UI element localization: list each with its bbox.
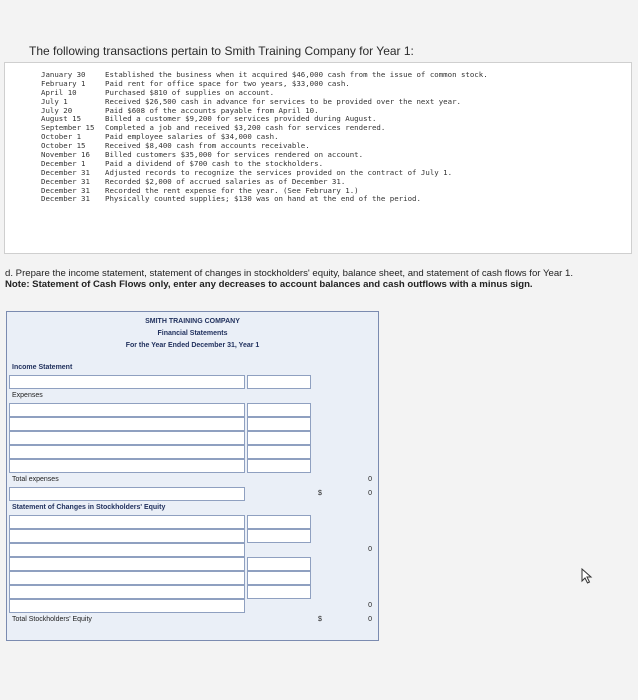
equity-amount-input[interactable] — [247, 515, 311, 529]
equity-row[interactable] — [7, 529, 378, 543]
total-equity-dollar: $ — [318, 616, 322, 623]
transaction-description: Physically counted supplies; $130 was on hand at the end of the period. — [105, 194, 421, 204]
expense-row[interactable] — [7, 417, 378, 431]
equity-account-input[interactable] — [9, 599, 245, 613]
net-income-value: 0 — [368, 490, 372, 497]
transaction-date: December 31 — [41, 176, 90, 186]
transaction-description: Paid rent for office space for two years, $33,000 cash. — [105, 78, 350, 88]
equity-row[interactable] — [7, 585, 378, 599]
net-income-dollar: $ — [318, 490, 322, 497]
expense-account-input[interactable] — [9, 459, 245, 473]
equity-row[interactable] — [7, 571, 378, 585]
income-statement-row — [7, 361, 378, 375]
transaction-date: August 15 — [41, 114, 82, 124]
transaction-description: Billed a customer $9,200 for services provided during August. — [105, 114, 377, 124]
expense-amount-input[interactable] — [247, 431, 311, 445]
expense-account-input[interactable] — [9, 403, 245, 417]
transaction-description: Paid employee salaries of $34,000 cash. — [105, 132, 279, 142]
transaction-date: February 1 — [41, 78, 86, 88]
expense-row[interactable] — [7, 403, 378, 417]
transaction-date: December 1 — [41, 158, 86, 168]
transaction-row — [41, 195, 488, 204]
part-d-note: Note: Statement of Cash Flows only, enter any decreases to account balances and cash outflows with a minus sign. — [5, 279, 533, 290]
equity-amount-input[interactable] — [247, 571, 311, 585]
financial-statements-form — [6, 311, 379, 641]
company-name: SMITH TRAINING COMPANY — [145, 318, 240, 325]
equity-account-input[interactable] — [9, 571, 245, 585]
equity-amount-input[interactable] — [247, 557, 311, 571]
equity-account-input[interactable] — [9, 557, 245, 571]
equity-value-row[interactable] — [7, 599, 378, 613]
changes-equity-label: Statement of Changes in Stockholders' Equity — [12, 504, 166, 511]
transaction-description: Paid a dividend of $700 cash to the stockholders. — [105, 158, 324, 168]
net-income-label-input[interactable] — [9, 487, 245, 501]
expense-amount-input[interactable] — [247, 445, 311, 459]
transaction-date: July 20 — [41, 105, 73, 115]
part-d-instruction: d. Prepare the income statement, statement of changes in stockholders' equity, balance sheet, and statement of cash flows for Year 1. — [5, 268, 574, 279]
statements-title: Financial Statements — [157, 330, 228, 337]
equity-value-a: 0 — [368, 602, 372, 609]
transaction-date: April 10 — [41, 87, 77, 97]
transaction-description: Completed a job and received $3,200 cash for services rendered. — [105, 123, 386, 133]
net-income-row[interactable] — [7, 487, 378, 501]
equity-account-input[interactable] — [9, 515, 245, 529]
transaction-description: Recorded $2,000 of accrued salaries as of December 31. — [105, 176, 346, 186]
equity-row[interactable] — [7, 557, 378, 571]
transaction-date: July 1 — [41, 96, 68, 106]
transaction-description: Received $8,400 cash from accounts receivable. — [105, 141, 310, 151]
transaction-date: January 30 — [41, 70, 86, 79]
statements-header — [7, 312, 378, 359]
expense-account-input[interactable] — [9, 445, 245, 459]
mouse-cursor-icon — [581, 568, 593, 584]
expense-amount-input[interactable] — [247, 417, 311, 431]
transactions-list — [41, 71, 488, 204]
expense-row[interactable] — [7, 445, 378, 459]
total-expenses-value: 0 — [368, 476, 372, 483]
total-expenses-row — [7, 473, 378, 487]
expenses-label: Expenses — [12, 392, 43, 399]
expenses-row — [7, 389, 378, 403]
transaction-date: October 1 — [41, 132, 82, 142]
equity-account-input[interactable] — [9, 529, 245, 543]
equity-account-input[interactable] — [9, 543, 245, 557]
equity-row[interactable] — [7, 515, 378, 529]
transaction-description: Recorded the rent expense for the year. (See February 1.) — [105, 185, 359, 195]
transaction-description: Adjusted records to recognize the services provided on the contract of July 1. — [105, 167, 453, 177]
transaction-description: Received $26,500 cash in advance for services to be provided over the next year. — [105, 96, 461, 106]
expense-row[interactable] — [7, 431, 378, 445]
transaction-description: Established the business when it acquired $46,000 cash from the issue of common stock. — [105, 70, 488, 79]
expense-account-input[interactable] — [9, 431, 245, 445]
transaction-date: September 15 — [41, 123, 95, 133]
changes-equity-row — [7, 501, 378, 515]
part-d-instructions — [5, 268, 573, 290]
revenue-amount-input[interactable] — [247, 375, 311, 389]
transaction-date: November 16 — [41, 150, 90, 160]
total-equity-value: 0 — [368, 616, 372, 623]
income-statement-label: Income Statement — [12, 364, 73, 371]
transaction-date: October 15 — [41, 141, 86, 151]
transaction-date: December 31 — [41, 167, 90, 177]
equity-amount-input[interactable] — [247, 529, 311, 543]
total-expenses-label: Total expenses — [12, 476, 59, 483]
equity-account-input[interactable] — [9, 585, 245, 599]
transaction-date: December 31 — [41, 194, 90, 204]
transaction-description: Paid $608 of the accounts payable from April 10. — [105, 105, 319, 115]
revenue-account-input[interactable] — [9, 375, 245, 389]
statements-period: For the Year Ended December 31, Year 1 — [125, 342, 260, 349]
intro-text: The following transactions pertain to Smith Training Company for Year 1: — [29, 44, 414, 58]
transaction-description: Purchased $810 of supplies on account. — [105, 87, 275, 97]
equity-amount-input[interactable] — [247, 585, 311, 599]
expense-row[interactable] — [7, 459, 378, 473]
total-equity-label: Total Stockholders' Equity — [12, 616, 92, 623]
expense-account-input[interactable] — [9, 417, 245, 431]
expense-amount-input[interactable] — [247, 459, 311, 473]
revenue-row[interactable] — [7, 375, 378, 389]
equity-subtotal-row[interactable] — [7, 543, 378, 557]
expense-amount-input[interactable] — [247, 403, 311, 417]
transaction-date: December 31 — [41, 185, 90, 195]
transaction-description: Billed customers $35,000 for services rendered on account. — [105, 150, 364, 160]
total-equity-row — [7, 613, 378, 627]
equity-subtotal-value: 0 — [368, 546, 372, 553]
transactions-panel — [4, 62, 632, 254]
